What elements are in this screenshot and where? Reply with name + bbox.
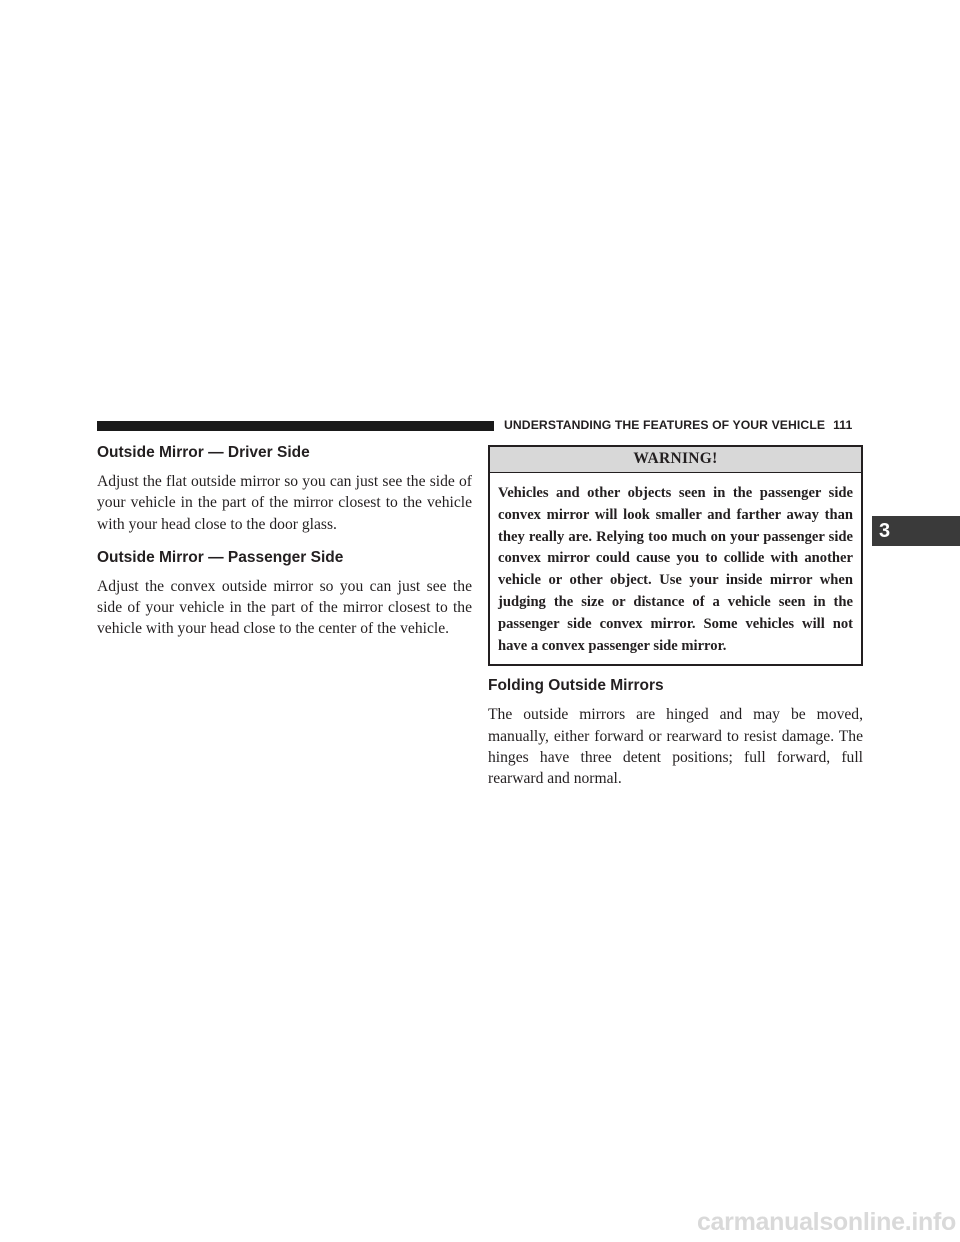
- heading-folding-mirrors: Folding Outside Mirrors: [488, 677, 664, 695]
- header-section-title: UNDERSTANDING THE FEATURES OF YOUR VEHICLE: [504, 418, 826, 432]
- paragraph-driver-side: Adjust the flat outside mirror so you can just see the side of your vehicle in the part of the mirror closest to the vehicle with your head close to the door glass.: [97, 473, 472, 533]
- right-column: [488, 445, 863, 790]
- paragraph-passenger-side: Adjust the convex outside mirror so you can just see the side of your vehicle in the part of the mirror closest to the vehicle with your head close to the center of the vehicle.: [97, 577, 472, 638]
- warning-box: [488, 445, 863, 666]
- page-number: 111: [833, 418, 853, 432]
- heading-driver-side: Outside Mirror — Driver Side: [97, 444, 310, 461]
- paragraph-folding-mirrors: The outside mirrors are hinged and may be moved, manually, either forward or rearward to resist damage. The hinges have three detent positions; full forward, full rearward and normal.: [488, 706, 863, 788]
- watermark: carmanualsonline.info: [696, 1208, 956, 1236]
- heading-passenger-side: Outside Mirror — Passenger Side: [97, 548, 344, 566]
- warning-text: Vehicles and other objects seen in the passenger side convex mirror will look smaller and farther away than they really are. Relying too much on your passenger side convex mirror could cause you to collide with another vehicle or other object. Use your inside mirror when judging the size or distance of a vehicle seen in the passenger side convex mirror. Some vehicles will not have a convex passenger side mirror.: [498, 485, 853, 654]
- running-header: [504, 418, 864, 432]
- header-rule: [97, 421, 494, 431]
- warning-title: WARNING!: [490, 447, 861, 473]
- chapter-tab: 3: [872, 516, 960, 546]
- left-column: [97, 443, 472, 640]
